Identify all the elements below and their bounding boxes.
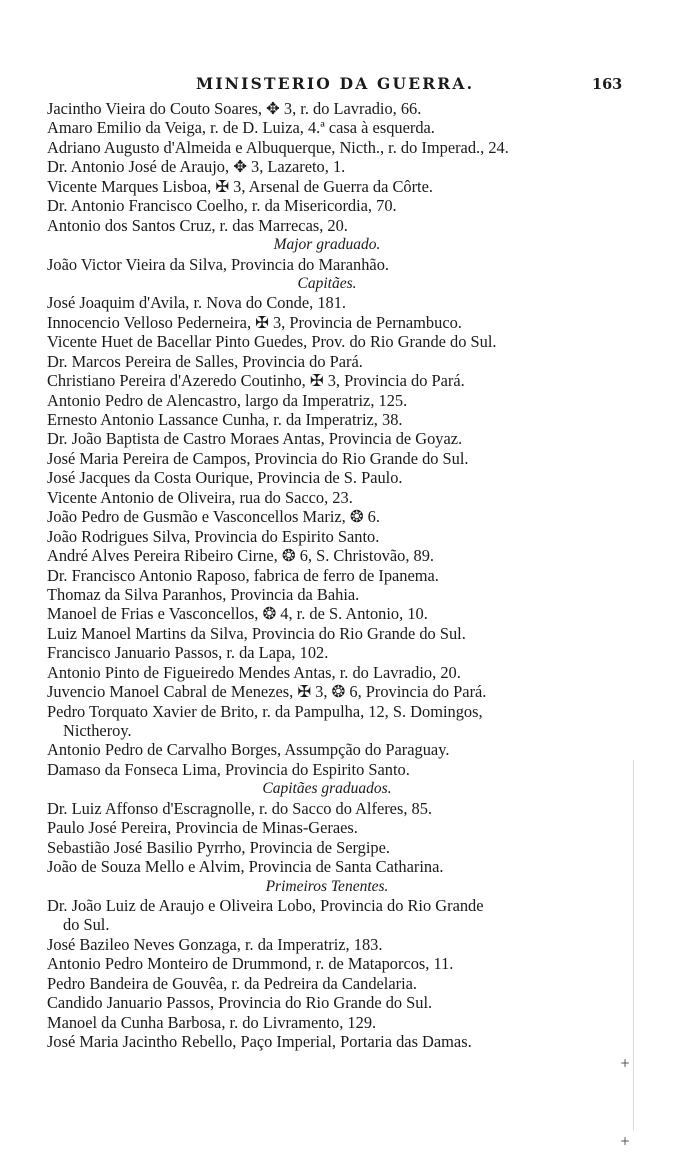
entry-line: Manoel da Cunha Barbosa, r. do Livramento, 129. [47, 1012, 377, 1032]
entry-line: Innocencio Velloso Pederneira, ✠ 3, Provincia de Pernambuco. [47, 312, 462, 332]
entry-line: Luiz Manoel Martins da Silva, Provincia do Rio Grande do Sul. [47, 623, 466, 643]
entry-line: João Victor Vieira da Silva, Provincia do Maranhão. [47, 254, 390, 274]
running-title: MINISTERIO DA GUERRA. [196, 74, 475, 93]
entry-line: João de Souza Mello e Alvim, Provincia de Santa Catharina. [47, 857, 444, 877]
section-heading: Capitães. [297, 274, 357, 292]
entry-line: Antonio Pedro de Alencastro, largo da Imperatriz, 125. [47, 390, 408, 410]
entry-line: Damaso da Fonseca Lima, Provincia do Espirito Santo. [47, 759, 410, 779]
entry-line: Ernesto Antonio Lassance Cunha, r. da Imperatriz, 38. [47, 410, 403, 429]
entry-line: Antonio Pedro Monteiro de Drummond, r. de Mataporcos, 11. [47, 954, 454, 974]
entry-line: Antonio Pedro de Carvalho Borges, Assumpção do Paraguay. [47, 740, 450, 760]
entry-line: Paulo José Pereira, Provincia de Minas-Geraes. [47, 818, 358, 838]
entry-line: José Maria Jacintho Rebello, Paço Imperial, Portaria das Damas. [47, 1032, 472, 1051]
entry-line: Sebastião José Basilio Pyrrho, Provincia de Sergipe. [47, 837, 390, 857]
entry-line: José Bazileo Neves Gonzaga, r. da Imperatriz, 183. [47, 934, 383, 954]
binding-edge-line [633, 760, 634, 1130]
entry-line-continuation: do Sul. [63, 915, 110, 935]
entry-line: Vicente Huet de Bacellar Pinto Guedes, Prov. do Rio Grande do Sul. [47, 332, 497, 352]
entry-line: João Rodrigues Silva, Provincia do Espirito Santo. [47, 526, 380, 546]
entry-line: Dr. Francisco Antonio Raposo, fabrica de ferro de Ipanema. [47, 565, 439, 585]
entry-line: Juvencio Manoel Cabral de Menezes, ✠ 3, ❂ 6, Provincia do Pará. [47, 682, 487, 702]
binding-cross-mark: + [620, 1134, 631, 1148]
entry-line: Pedro Torquato Xavier de Brito, r. da Pampulha, 12, S. Domingos, [47, 701, 483, 721]
entry-line: José Maria Pereira de Campos, Provincia do Rio Grande do Sul. [47, 448, 469, 468]
entry-line: Antonio dos Santos Cruz, r. das Marrecas, 20. [47, 215, 348, 235]
page-number: 163 [592, 76, 623, 93]
entry-line-continuation: Nictheroy. [63, 721, 132, 740]
entry-line: Vicente Antonio de Oliveira, rua do Sacco, 23. [47, 487, 353, 507]
entry-line: André Alves Pereira Ribeiro Cirne, ❂ 6, S. Christovão, 89. [47, 546, 435, 566]
entry-line: Dr. Luiz Affonso d'Escragnolle, r. do Sacco do Alferes, 85. [47, 798, 433, 818]
binding-cross-mark: + [620, 1056, 631, 1070]
entry-line: Candido Januario Passos, Provincia do Rio Grande do Sul. [47, 993, 433, 1013]
entry-line: Antonio Pinto de Figueiredo Mendes Antas, r. do Lavradio, 20. [47, 662, 461, 682]
entry-line: Dr. João Baptista de Castro Moraes Antas, Provincia de Goyaz. [47, 429, 463, 449]
entry-line: Jacintho Vieira do Couto Soares, ✥ 3, r. do Lavradio, 66. [47, 99, 422, 118]
section-heading: Major graduado. [273, 236, 381, 254]
entry-line: Amaro Emilio da Veiga, r. de D. Luiza, 4.ª casa à esquerda. [47, 118, 435, 138]
entry-line: Christiano Pereira d'Azeredo Coutinho, ✠ 3, Provincia do Pará. [47, 371, 465, 391]
section-heading: Capitães graduados. [262, 780, 392, 798]
entry-line: Dr. Marcos Pereira de Salles, Provincia do Pará. [47, 351, 363, 371]
entry-line: José Joaquim d'Avila, r. Nova do Conde, 181. [47, 293, 347, 313]
entry-line: Dr. Antonio José de Araujo, ✥ 3, Lazareto, 1. [47, 157, 346, 177]
entry-line: Vicente Marques Lisboa, ✠ 3, Arsenal de Guerra da Côrte. [47, 176, 433, 196]
entry-list [47, 99, 627, 1051]
entry-line: João Pedro de Gusmão e Vasconcellos Mariz, ❂ 6. [47, 507, 380, 527]
entry-line: Dr. Antonio Francisco Coelho, r. da Misericordia, 70. [47, 196, 397, 216]
entry-line: Manoel de Frias e Vasconcellos, ❂ 4, r. de S. Antonio, 10. [47, 604, 428, 624]
entry-line: Pedro Bandeira de Gouvêa, r. da Pedreira da Candelaria. [47, 973, 418, 993]
entry-line: Dr. João Luiz de Araujo e Oliveira Lobo, Provincia do Rio Grande [47, 895, 484, 915]
entry-line: José Jacques da Costa Ourique, Provincia de S. Paulo. [47, 468, 403, 488]
page-header [0, 74, 693, 100]
entry-line: Adriano Augusto d'Almeida e Albuquerque, Nicth., r. do Imperad., 24. [47, 137, 509, 157]
entry-line: Thomaz da Silva Paranhos, Provincia da Bahia. [47, 584, 360, 604]
entry-line: Francisco Januario Passos, r. da Lapa, 102. [47, 643, 329, 663]
section-heading: Primeiros Tenentes. [265, 877, 389, 895]
